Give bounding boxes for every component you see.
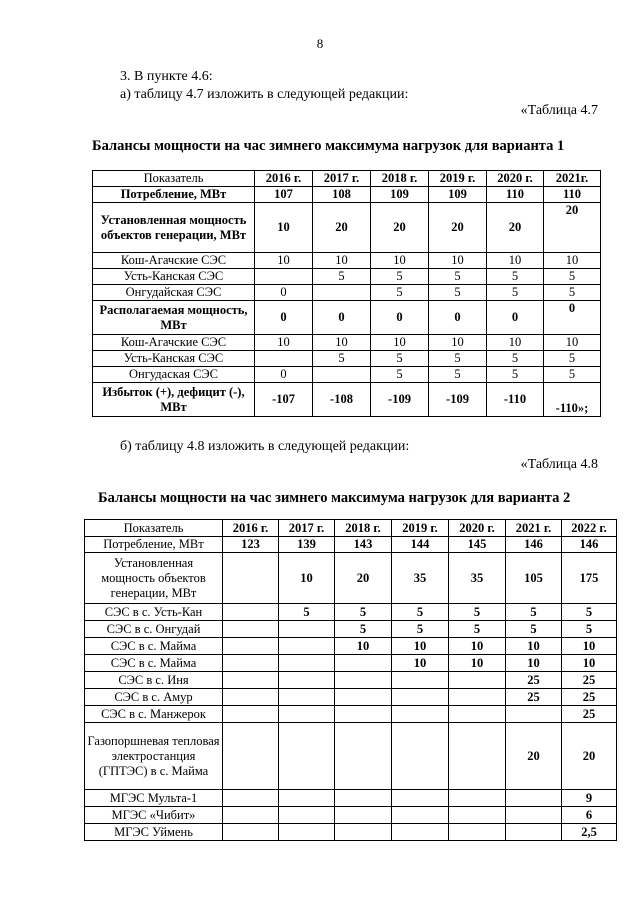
table-row [85,604,617,621]
value-cell [449,706,506,723]
value-cell [313,367,371,383]
value-cell [392,807,449,824]
value-cell [279,723,335,790]
value-cell: 5 [371,351,429,367]
row-label: Онгудайская СЭС [93,285,255,301]
value-cell [335,655,392,672]
value-cell: 146 [506,537,562,553]
table-row [85,790,617,807]
value-cell: 5 [506,604,562,621]
value-cell [506,790,562,807]
value-cell: 105 [506,553,562,604]
row-label: СЭС в с. Иня [85,672,223,689]
value-cell [223,621,279,638]
table-row [85,706,617,723]
page-number: 8 [316,36,324,51]
value-cell: 10 [255,253,313,269]
value-cell: 10 [313,335,371,351]
value-cell [313,285,371,301]
table2-title: Балансы мощности на час зимнего максимума нагрузок для варианта 2 [98,490,571,506]
table-row [85,638,617,655]
value-cell: 5 [487,269,544,285]
value-cell: 20 [544,203,601,253]
table-4-7 [92,170,601,417]
value-cell [449,723,506,790]
value-cell: 123 [223,537,279,553]
row-label: СЭС в с. Майма [85,638,223,655]
row-label: Усть-Канская СЭС [93,351,255,367]
table-row [93,269,601,285]
value-cell [279,689,335,706]
value-cell: 110 [487,187,544,203]
value-cell: 5 [487,367,544,383]
value-cell [223,655,279,672]
value-cell: 10 [506,638,562,655]
value-cell [335,672,392,689]
value-cell [223,790,279,807]
table1-title: Балансы мощности на час зимнего максимума нагрузок для варианта 1 [92,138,565,154]
value-cell [335,807,392,824]
row-label: Газопоршневая тепловая электростанция (ГПТЭС) в с. Майма [85,723,223,790]
value-cell: 6 [562,807,617,824]
value-cell: 5 [506,621,562,638]
value-cell: 5 [335,604,392,621]
value-cell [392,689,449,706]
value-cell: 20 [429,203,487,253]
value-cell: 20 [313,203,371,253]
header-year: 2019 г. [429,171,487,187]
value-cell [506,807,562,824]
table-row [93,187,601,203]
value-cell: -110 [487,383,544,417]
row-label: МГЭС Уймень [85,824,223,841]
value-cell: -109 [429,383,487,417]
row-label: СЭС в с. Манжерок [85,706,223,723]
value-cell: 10 [449,638,506,655]
row-label: Избыток (+), дефицит (-), МВт [93,383,255,417]
value-cell: 10 [429,335,487,351]
value-cell [335,824,392,841]
value-cell: 5 [392,604,449,621]
header-year: 2021 г. [506,520,562,537]
value-cell [449,689,506,706]
value-cell: 10 [562,655,617,672]
value-cell [223,604,279,621]
value-cell: 5 [562,604,617,621]
value-cell [255,351,313,367]
value-cell: 2,5 [562,824,617,841]
table-row [93,253,601,269]
value-cell: -107 [255,383,313,417]
header-year: 2017 г. [279,520,335,537]
value-cell: 0 [313,301,371,335]
value-cell: 10 [429,253,487,269]
value-cell [223,723,279,790]
row-label: Установленная мощность объектов генерации, МВт [93,203,255,253]
value-cell [506,706,562,723]
header-indicator: Показатель [85,520,223,537]
row-label: СЭС в с. Усть-Кан [85,604,223,621]
value-cell: 10 [371,253,429,269]
table-row [85,723,617,790]
value-cell: 10 [392,655,449,672]
value-cell [279,621,335,638]
value-cell: 20 [487,203,544,253]
value-cell: 5 [313,351,371,367]
table-row [85,824,617,841]
row-label: Располагаемая мощность, МВт [93,301,255,335]
value-cell: 0 [544,301,601,335]
value-cell: 25 [562,689,617,706]
table-row [93,351,601,367]
table-row [85,537,617,553]
value-cell: 10 [392,638,449,655]
table-row [93,285,601,301]
value-cell: 25 [562,672,617,689]
value-cell: 5 [313,269,371,285]
table-4-8 [84,519,617,841]
value-cell: 0 [487,301,544,335]
header-indicator: Показатель [93,171,255,187]
header-year: 2018 г. [335,520,392,537]
value-cell: 10 [335,638,392,655]
value-cell: 10 [279,553,335,604]
header-year: 2018 г. [371,171,429,187]
value-cell: 107 [255,187,313,203]
value-cell: 10 [544,335,601,351]
value-cell: 0 [255,285,313,301]
value-cell: 9 [562,790,617,807]
value-cell: 5 [371,367,429,383]
value-cell [392,790,449,807]
value-cell [506,824,562,841]
header-year: 2022 г. [562,520,617,537]
value-cell [335,706,392,723]
value-cell: 109 [429,187,487,203]
value-cell: 0 [429,301,487,335]
value-cell: 10 [313,253,371,269]
value-cell: 5 [429,351,487,367]
value-cell: 10 [487,253,544,269]
header-year: 2020 г. [449,520,506,537]
subpoint-b: б) таблицу 4.8 изложить в следующей редакции: [120,439,410,454]
value-cell: 0 [371,301,429,335]
value-cell: 145 [449,537,506,553]
table-header-row [85,520,617,537]
table-row [85,621,617,638]
value-cell: 5 [544,285,601,301]
table-row [85,553,617,604]
value-cell [279,655,335,672]
value-cell: 20 [371,203,429,253]
header-year: 2019 г. [392,520,449,537]
header-year: 2020 г. [487,171,544,187]
subpoint-a: а) таблицу 4.7 изложить в следующей редакции: [120,87,409,102]
value-cell: 5 [335,621,392,638]
row-label: СЭС в с. Онгудай [85,621,223,638]
value-cell: 10 [544,253,601,269]
value-cell [392,723,449,790]
value-cell: -109 [371,383,429,417]
value-cell [449,824,506,841]
value-cell [279,807,335,824]
value-cell [279,672,335,689]
value-cell: 175 [562,553,617,604]
table-row [93,335,601,351]
value-cell: 10 [371,335,429,351]
table-row [85,655,617,672]
value-cell: 10 [562,638,617,655]
value-cell: 10 [487,335,544,351]
row-label: Усть-Канская СЭС [93,269,255,285]
value-cell [279,638,335,655]
value-cell: 35 [392,553,449,604]
value-cell: 10 [506,655,562,672]
row-label: СЭС в с. Майма [85,655,223,672]
row-label: Потребление, МВт [85,537,223,553]
value-cell: 109 [371,187,429,203]
value-cell [255,269,313,285]
value-cell: 20 [506,723,562,790]
row-label: Кош-Агачские СЭС [93,335,255,351]
point-intro: 3. В пункте 4.6: [120,69,213,84]
header-year: 2016 г. [223,520,279,537]
value-cell: 35 [449,553,506,604]
value-cell: 5 [544,269,601,285]
value-cell [223,689,279,706]
value-cell [449,672,506,689]
row-label: МГЭС «Чибит» [85,807,223,824]
value-cell: 10 [255,335,313,351]
value-cell: 5 [449,604,506,621]
value-cell [335,689,392,706]
value-cell: 5 [544,367,601,383]
value-cell: 5 [544,351,601,367]
value-cell: 5 [562,621,617,638]
value-cell: 146 [562,537,617,553]
value-cell: 20 [335,553,392,604]
value-cell: 110 [544,187,601,203]
table-ref-4-7: «Таблица 4.7 [520,103,598,118]
value-cell: 0 [255,301,313,335]
value-cell [392,824,449,841]
value-cell [223,638,279,655]
header-year: 2016 г. [255,171,313,187]
value-cell: 5 [449,621,506,638]
value-cell: -108 [313,383,371,417]
table-ref-4-8: «Таблица 4.8 [520,457,598,472]
value-cell: 10 [449,655,506,672]
value-cell: 5 [279,604,335,621]
table-row [85,807,617,824]
row-label: Установленная мощность объектов генерации, МВт [85,553,223,604]
header-year: 2017 г. [313,171,371,187]
value-cell [449,807,506,824]
value-cell: 10 [255,203,313,253]
value-cell [279,790,335,807]
value-cell [449,790,506,807]
value-cell [279,706,335,723]
value-cell: 20 [562,723,617,790]
value-cell [223,706,279,723]
header-year: 2021г. [544,171,601,187]
value-cell: 25 [506,672,562,689]
value-cell: 5 [392,621,449,638]
value-cell: 5 [487,285,544,301]
value-cell [279,824,335,841]
table-row [93,203,601,253]
value-cell: 5 [429,367,487,383]
value-cell: 5 [487,351,544,367]
value-cell: 5 [371,285,429,301]
value-cell [223,807,279,824]
value-cell: 5 [371,269,429,285]
value-cell [335,723,392,790]
table-row [85,672,617,689]
value-cell [392,706,449,723]
row-label: Кош-Агачские СЭС [93,253,255,269]
value-cell: 25 [506,689,562,706]
table-row [93,367,601,383]
value-cell: 143 [335,537,392,553]
value-cell [223,553,279,604]
value-cell [223,672,279,689]
row-label: Потребление, МВт [93,187,255,203]
value-cell: 5 [429,269,487,285]
table-header-row [93,171,601,187]
row-label: МГЭС Мульта-1 [85,790,223,807]
value-cell: 108 [313,187,371,203]
value-cell [335,790,392,807]
value-cell: 0 [255,367,313,383]
value-cell [223,824,279,841]
row-label: СЭС в с. Амур [85,689,223,706]
table-row [85,689,617,706]
table-row [93,301,601,335]
table-row [93,383,601,417]
value-cell: 25 [562,706,617,723]
value-cell: -110»; [544,383,601,417]
value-cell: 144 [392,537,449,553]
value-cell: 139 [279,537,335,553]
row-label: Онгудаская СЭС [93,367,255,383]
value-cell: 5 [429,285,487,301]
value-cell [392,672,449,689]
